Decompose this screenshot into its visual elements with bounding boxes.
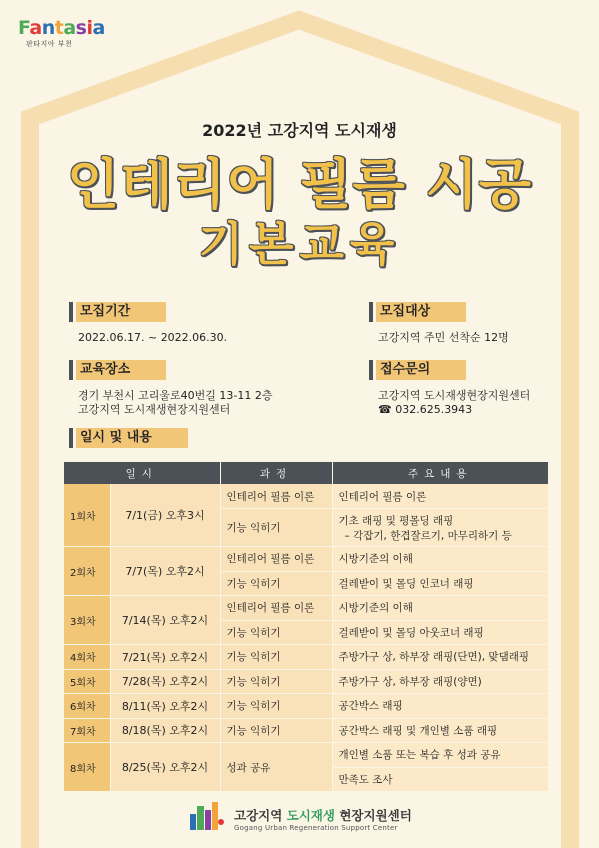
session-subject: 성과 공유 [220, 743, 332, 792]
session-content-line: 걸레받이 및 몰딩 아웃코너 래핑 [338, 626, 484, 639]
table-row [64, 645, 549, 670]
session-content-line: 주방가구 상, 하부장 래핑(단면), 맞댐래핑 [338, 651, 530, 664]
session-content-line: 시방기준의 이해 [338, 602, 413, 615]
session-content-line: 주방가구 상, 하부장 래핑(양면) [338, 675, 482, 688]
period-value: 2022.06.17. ~ 2022.06.30. [78, 331, 228, 344]
table-row [64, 669, 549, 694]
session-number: 7회차 [64, 718, 110, 743]
phone-icon: ☎ [378, 403, 392, 416]
schedule-table [64, 462, 549, 792]
target-value: 고강지역 주민 선착순 12명 [378, 331, 509, 344]
session-content [332, 509, 549, 547]
contact-org: 고강지역 도시재생현장지원센터 [378, 389, 531, 402]
session-content [332, 596, 549, 621]
session-content [332, 571, 549, 596]
session-content [332, 669, 549, 694]
session-date: 8/11(목) 오후2시 [110, 694, 220, 719]
session-number: 3회차 [64, 596, 110, 645]
session-content-line: 인테리어 필름 이론 [338, 490, 427, 503]
session-number: 5회차 [64, 669, 110, 694]
session-content [332, 547, 549, 572]
poster-title-line2: 기본교육 [198, 217, 401, 271]
session-content-line: 시방기준의 이해 [338, 553, 413, 566]
session-subject: 기능 익히기 [220, 571, 332, 596]
session-number: 4회차 [64, 645, 110, 670]
label-target: 모집대상 [376, 302, 466, 322]
session-content-line: 만족도 조사 [338, 773, 393, 786]
fantasia-logo [18, 18, 108, 60]
center-name-part1: 고강지역 [234, 808, 287, 823]
session-content [332, 484, 549, 509]
poster-subtitle: 2022년 고강지역 도시재생 [202, 121, 397, 140]
session-subject: 기능 익히기 [220, 509, 332, 547]
session-content-line: 개인별 소품 또는 복습 후 성과 공유 [338, 749, 501, 762]
session-content [332, 645, 549, 670]
header-date: 일시 [64, 462, 220, 484]
place-name: 고강지역 도시재생현장지원센터 [78, 403, 231, 416]
session-number: 8회차 [64, 743, 110, 792]
session-date: 7/7(목) 오후2시 [110, 547, 220, 596]
contact-phone: 032.625.3943 [395, 403, 473, 416]
session-subject: 기능 익히기 [220, 645, 332, 670]
session-date: 8/25(목) 오후2시 [110, 743, 220, 792]
session-subject: 인테리어 필름 이론 [220, 596, 332, 621]
center-name-english: Gogang Urban Regeneration Support Center [234, 824, 398, 832]
label-place: 교육장소 [76, 360, 166, 380]
session-number: 2회차 [64, 547, 110, 596]
logo-subtext: 판타지아 부천 [26, 40, 73, 48]
contact-phone-line [378, 402, 472, 417]
session-number: 1회차 [64, 484, 110, 547]
session-content-line: 공간박스 래핑 및 개인별 소품 래핑 [338, 724, 498, 737]
center-logo-icon [188, 798, 224, 832]
session-subject: 기능 익히기 [220, 694, 332, 719]
session-content-line: 걸레받이 및 몰딩 인코너 래핑 [338, 577, 474, 590]
session-date: 7/1(금) 오후3시 [110, 484, 220, 547]
label-period: 모집기간 [76, 302, 166, 322]
center-name-part3: 현장지원센터 [334, 808, 412, 823]
session-date: 8/18(목) 오후2시 [110, 718, 220, 743]
label-contact: 접수문의 [376, 360, 466, 380]
table-row [64, 694, 549, 719]
logo-wordmark: Fantasia [18, 17, 105, 39]
table-row [64, 596, 549, 621]
session-content [332, 767, 549, 792]
session-subject: 인테리어 필름 이론 [220, 547, 332, 572]
poster-title: 인테리어 필름 시공 [67, 153, 532, 216]
table-row [64, 547, 549, 572]
session-content [332, 718, 549, 743]
session-content-line: 공간박스 래핑 [338, 700, 403, 713]
session-content [332, 743, 549, 768]
table-row [64, 484, 549, 509]
place-address: 경기 부천시 고리울로40번길 13-11 2층 [78, 389, 273, 402]
session-date: 7/21(목) 오후2시 [110, 645, 220, 670]
center-name [234, 806, 412, 824]
session-subject: 기능 익히기 [220, 620, 332, 645]
session-content-line: 기초 래핑 및 평몰딩 래핑 [338, 514, 454, 527]
session-content [332, 694, 549, 719]
table-header-row [64, 462, 549, 484]
session-content-line: – 각잡기, 한겹잘르기, 마무리하기 등 [344, 529, 512, 542]
table-row [64, 718, 549, 743]
header-subject: 과정 [220, 462, 332, 484]
table-row [64, 743, 549, 768]
center-name-part2: 도시재생 [286, 808, 335, 823]
session-subject: 기능 익히기 [220, 718, 332, 743]
label-schedule: 일시 및 내용 [76, 428, 188, 448]
session-subject: 인테리어 필름 이론 [220, 484, 332, 509]
session-subject: 기능 익히기 [220, 669, 332, 694]
session-content [332, 620, 549, 645]
session-date: 7/28(목) 오후2시 [110, 669, 220, 694]
header-content: 주요내용 [332, 462, 549, 484]
session-number: 6회차 [64, 694, 110, 719]
session-date: 7/14(목) 오후2시 [110, 596, 220, 645]
